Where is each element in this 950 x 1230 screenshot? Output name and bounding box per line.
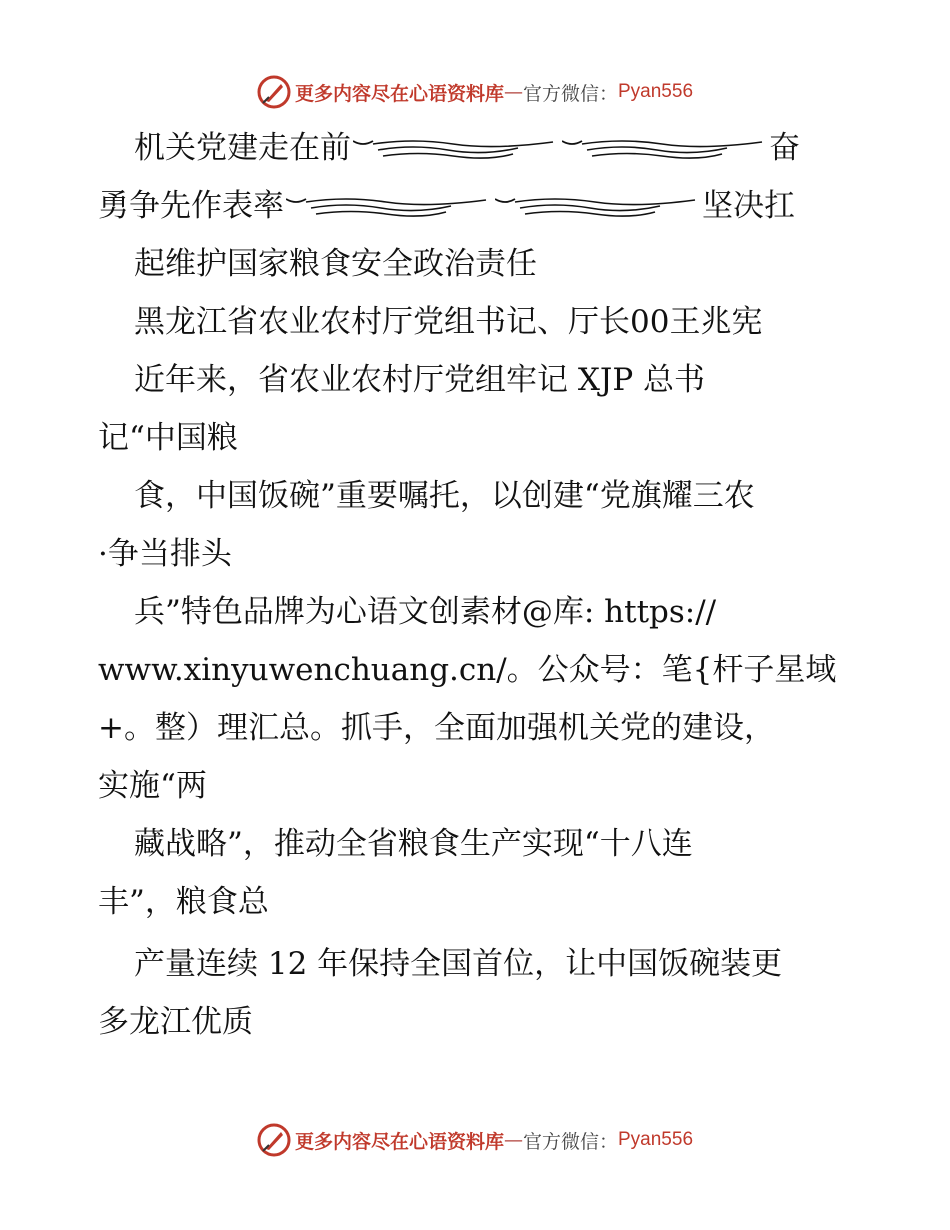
watermark-separator: — xyxy=(503,81,523,103)
watermark-wechat-label: 官方微信： xyxy=(522,1130,618,1153)
wavy-line-decoration xyxy=(286,193,491,223)
text-line: +。整）理汇总。抓手，全面加强机关党的建设， xyxy=(98,710,775,746)
watermark-separator: — xyxy=(503,1129,523,1151)
text-line: 丰”，粮食总 xyxy=(98,884,269,920)
watermark-site-text: 更多内容尽在心语资料库 xyxy=(294,1130,504,1153)
text-line xyxy=(0,186,950,226)
text-line: 食，中国饭碗”重要嘱托，以创建“党旗耀三农 xyxy=(134,478,755,514)
feather-logo-icon xyxy=(257,1123,291,1157)
text-line: 多龙江优质 xyxy=(98,1004,253,1040)
wavy-line-decoration xyxy=(562,135,767,165)
feather-logo-icon xyxy=(257,75,291,109)
line-segment: 坚决扛 xyxy=(702,188,795,224)
line-segment: 勇争先作表率 xyxy=(98,188,284,224)
watermark-wechat-label: 官方微信： xyxy=(522,82,618,105)
text-line: 起维护国家粮食安全政治责任 xyxy=(134,246,537,282)
watermark-site-text: 更多内容尽在心语资料库 xyxy=(294,82,504,105)
watermark-footer xyxy=(0,1120,950,1160)
text-line: 产量连续 12 年保持全国首位，让中国饭碗装更 xyxy=(134,946,783,982)
line-segment: 奋 xyxy=(769,130,800,166)
watermark-account: Pyan556 xyxy=(618,1129,694,1150)
text-line: ·争当排头 xyxy=(98,536,232,572)
text-line: 兵”特色品牌为心语文创素材@库: https:// xyxy=(134,594,717,630)
wavy-line-decoration xyxy=(495,193,700,223)
watermark-account: Pyan556 xyxy=(618,81,694,102)
line-segment: 机关党建走在前 xyxy=(134,130,351,166)
text-line: 实施“两 xyxy=(98,768,207,804)
watermark-header xyxy=(0,72,950,112)
text-line: 藏战略”，推动全省粮食生产实现“十八连 xyxy=(134,826,693,862)
text-line: 记“中国粮 xyxy=(98,420,238,456)
text-line xyxy=(0,128,950,168)
text-line: www.xinyuwenchuang.cn/。公众号：笔{杆子星域 xyxy=(98,652,837,688)
text-line: 近年来，省农业农村厅党组牢记 XJP 总书 xyxy=(134,362,706,398)
wavy-line-decoration xyxy=(353,135,558,165)
author-line: 黑龙江省农业农村厅党组书记、厅长00王兆宪 xyxy=(134,304,763,340)
